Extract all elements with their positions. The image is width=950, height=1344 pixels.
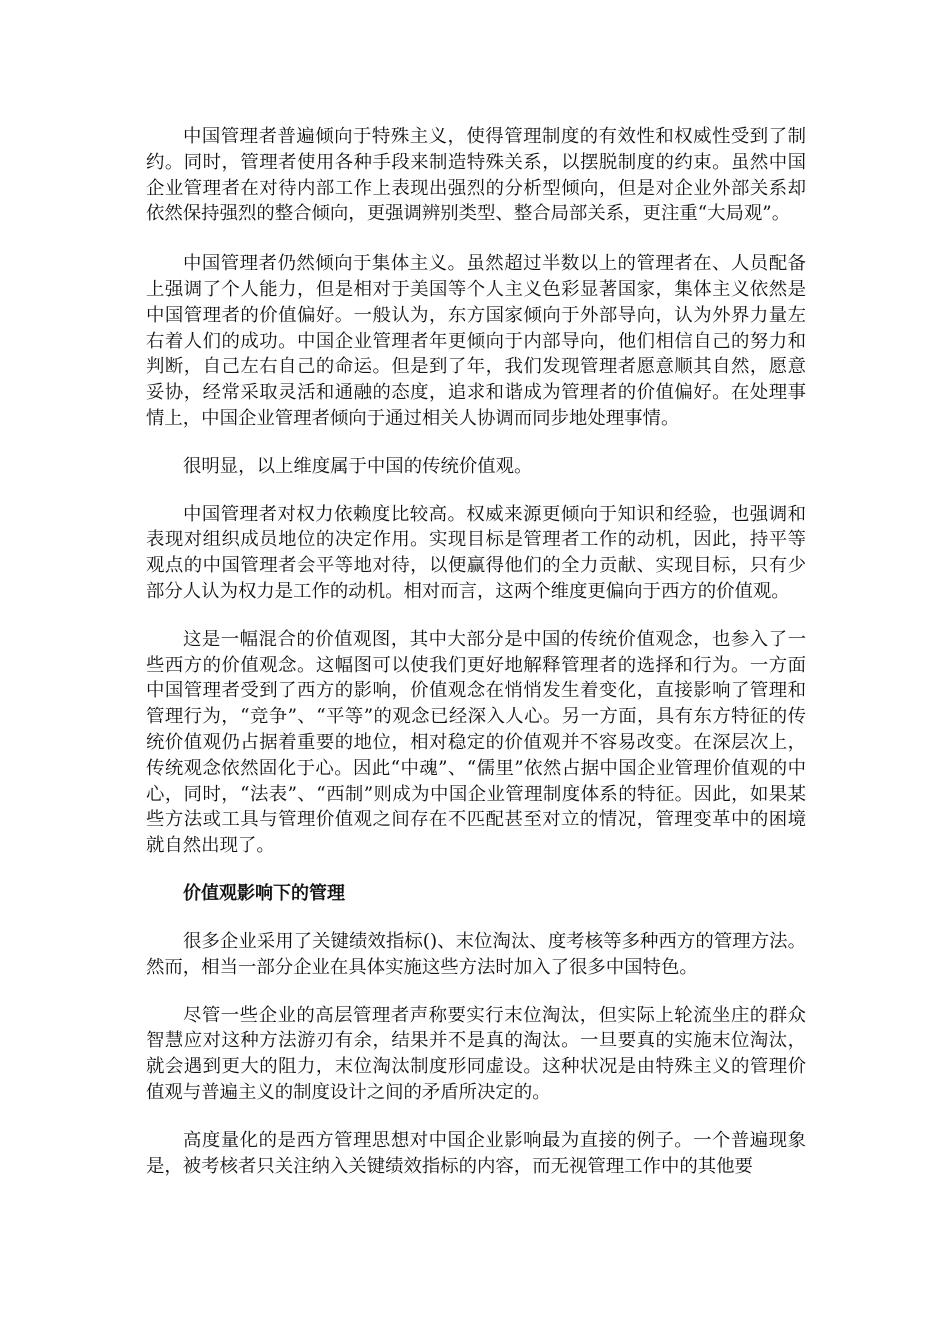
- paragraph-power-dependence: 中国管理者对权力依赖度比较高。权威来源更倾向于知识和经验，也强调和表现对组织成员地位的决定作用。实现目标是管理者工作的动机，因此，持平等观点的中国管理者会平等地对待，以便赢得他们的全力贡献、实现目标，只有少部分人认为权力是工作的动机。相对而言，这两个维度更偏向于西方的价值观。: [146, 503, 806, 602]
- paragraph-western-methods: 很多企业采用了关键绩效指标()、末位淘汰、度考核等多种西方的管理方法。然而，相当一部分企业在具体实施这些方法时加入了很多中国特色。: [146, 930, 806, 978]
- section-heading: 价值观影响下的管理: [183, 882, 345, 904]
- document-page: [146, 124, 806, 1201]
- paragraph-collectivism: 中国管理者仍然倾向于集体主义。虽然超过半数以上的管理者在、人员配备上强调了个人能力，但是相对于美国等个人主义色彩显著国家，集体主义依然是中国管理者的价值偏好。一般认为，东方国家倾向于外部导向，认为外界力量左右着人们的成功。中国企业管理者年更倾向于内部导向，他们相信自己的努力和判断，自己左右自己的命运。但是到了年，我们发现管理者愿意顺其自然，愿意妥协，经常采取灵活和通融的态度，追求和谐成为管理者的价值偏好。在处理事情上，中国企业管理者倾向于通过相关人协调而同步地处理事情。: [146, 253, 806, 429]
- paragraph-elimination: 尽管一些企业的高层管理者声称要实行末位淘汰，但实际上轮流坐庄的群众智慧应对这种方法游刃有余，结果并不是真的淘汰。一旦要真的实施末位淘汰，就会遇到更大的阻力，末位淘汰制度形同虚设。这种状况是由特殊主义的管理价值观与普遍主义的制度设计之间的矛盾所决定的。: [146, 1004, 806, 1103]
- paragraph-mixed-values: 这是一幅混合的价值观图，其中大部分是中国的传统价值观念，也参入了一些西方的价值观念。这幅图可以使我们更好地解释管理者的选择和行为。一方面中国管理者受到了西方的影响，价值观念在悄悄发生着变化，直接影响了管理和管理行为，“竞争”、“平等”的观念已经深入人心。另一方面，具有东方特征的传统价值观仍占据着重要的地位，相对稳定的价值观并不容易改变。在深层次上，传统观念依然固化于心。因此“中魂”、“儒里”依然占据中国企业管理价值观的中心，同时，“法表”、“西制”则成为中国企业管理制度体系的特征。因此，如果某些方法或工具与管理价值观之间存在不匹配甚至对立的情况，管理变革中的困境就自然出现了。: [146, 628, 806, 857]
- paragraph-particularism: 中国管理者普遍倾向于特殊主义，使得管理制度的有效性和权威性受到了制约。同时，管理者使用各种手段来制造特殊关系，以摆脱制度的约束。虽然中国企业管理者在对待内部工作上表现出强烈的分析型倾向，但是对企业外部关系却依然保持强烈的整合倾向，更强调辨别类型、整合局部关系，更注重“大局观”。: [146, 126, 806, 225]
- paragraph-quantification: 高度量化的是西方管理思想对中国企业影响最为直接的例子。一个普遍现象是，被考核者只关注纳入关键绩效指标的内容，而无视管理工作中的其他要: [146, 1129, 806, 1177]
- paragraph-traditional-values: 很明显，以上维度属于中国的传统价值观。: [183, 455, 533, 477]
